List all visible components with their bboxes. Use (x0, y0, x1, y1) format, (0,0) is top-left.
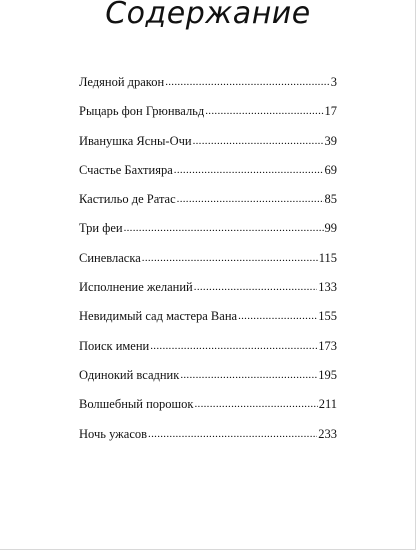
toc-entry-title: Невидимый сад мастера Вана (79, 309, 238, 324)
toc-entry-title: Синевласка (79, 250, 141, 265)
toc-entry-page: 173 (318, 338, 337, 353)
toc-entry-page: 133 (318, 280, 337, 295)
toc-entry (79, 161, 337, 190)
toc-entry-page: 17 (324, 104, 337, 119)
toc-entry-page: 211 (318, 397, 337, 412)
toc-entry-title: Одинокий всадник (79, 367, 180, 382)
toc-entry (79, 132, 337, 161)
toc-leader-dots (165, 72, 330, 91)
toc-entry-page: 3 (330, 75, 337, 89)
toc-entry-page: 233 (318, 426, 337, 441)
toc-entry (79, 219, 337, 248)
toc-entry-title: Иванушка Ясны-Очи (79, 133, 192, 148)
toc-entry (79, 425, 337, 454)
toc-entry-page: 195 (318, 367, 337, 382)
toc-entry-page: 99 (324, 221, 337, 236)
toc-entry-title: Исполнение желаний (79, 280, 193, 295)
toc-entry-title: Рыцарь фон Грюнвальд (79, 104, 205, 119)
toc-entry-title: Ледяной дракон (79, 75, 165, 89)
toc-entry (79, 278, 337, 307)
toc-entry-page: 69 (324, 162, 337, 177)
toc-entry-title: Волшебный порошок (79, 397, 194, 412)
page-title: Содержание (105, 0, 311, 31)
toc-entry (79, 190, 337, 219)
toc-entry (79, 73, 337, 102)
toc-leader-dots (180, 365, 317, 384)
toc-entry (79, 307, 337, 336)
table-of-contents (79, 73, 337, 454)
toc-leader-dots (142, 248, 318, 267)
toc-leader-dots (124, 218, 324, 237)
toc-leader-dots (205, 101, 323, 120)
toc-entry (79, 249, 337, 278)
toc-entry (79, 395, 337, 424)
toc-entry-title: Три феи (79, 221, 123, 236)
toc-leader-dots (174, 160, 324, 179)
toc-leader-dots (150, 336, 317, 355)
toc-entry-page: 39 (324, 133, 337, 148)
toc-entry-title: Кастильо де Ратас (79, 192, 176, 207)
toc-leader-dots (194, 394, 317, 413)
toc-leader-dots (194, 277, 317, 296)
toc-entry-page: 115 (318, 250, 337, 265)
toc-entry-title: Ночь ужасов (79, 426, 148, 441)
toc-entry-title: Поиск имени (79, 338, 150, 353)
toc-entry (79, 366, 337, 395)
toc-entry-page: 155 (318, 309, 337, 324)
toc-leader-dots (148, 424, 317, 443)
toc-entry-page: 85 (324, 192, 337, 207)
toc-entry-title: Счастье Бахтияра (79, 162, 173, 177)
toc-leader-dots (177, 189, 324, 208)
toc-entry (79, 102, 337, 131)
toc-entry (79, 337, 337, 366)
toc-leader-dots (238, 306, 317, 325)
toc-leader-dots (193, 131, 324, 150)
